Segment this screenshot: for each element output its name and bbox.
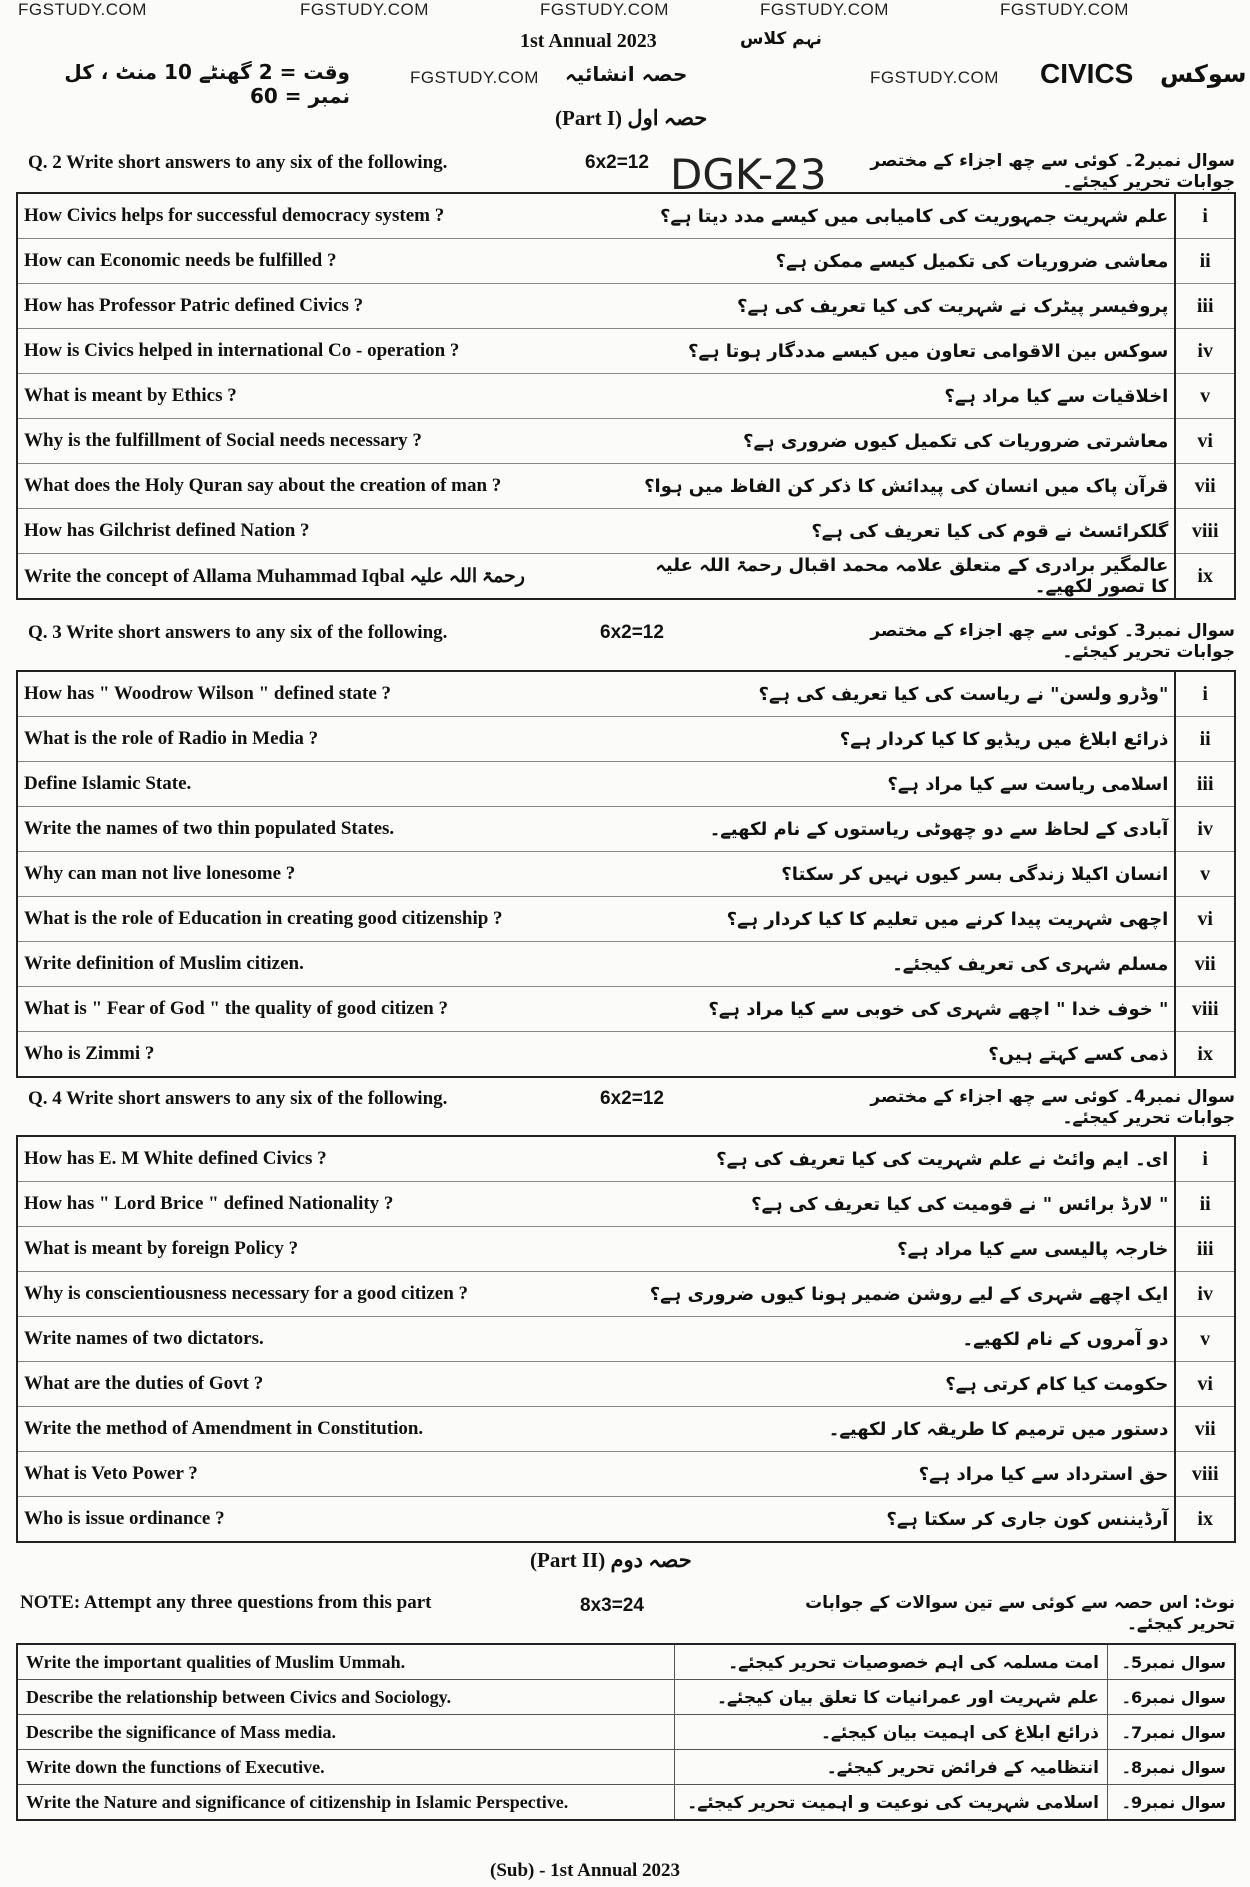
q3-heading: Q. 3 Write short answers to any six of the following. [28,622,448,643]
question-urdu: حق استرداد سے کیا مراد ہے؟ [637,1452,1176,1497]
long-question-number: سوال نمبر9۔ [1108,1785,1236,1821]
question-number: viii [1175,1452,1235,1497]
question-en: What is meant by Ethics ? [17,374,637,419]
question-urdu: ذمی کسے کہتے ہیں؟ [637,1032,1176,1078]
question-en: Why can man not live lonesome ? [17,852,637,897]
question-number: v [1175,1317,1235,1362]
question-en: Who is issue ordinance ? [17,1497,637,1543]
q4-marks: 6x2=12 [600,1088,664,1109]
question-row [17,374,1235,419]
long-question-en: Write the important qualities of Muslim Ummah. [17,1644,675,1680]
question-urdu: دستور میں ترمیم کا طریقہ کار لکھیے۔ [637,1407,1176,1452]
question-row [17,554,1235,600]
long-question-row [17,1680,1235,1715]
q2-marks: 6x2=12 [585,152,649,173]
question-number: ix [1175,554,1235,600]
question-urdu: قرآن پاک میں انسان کی پیدائش کا ذکر کن الفاظ میں ہوا؟ [637,464,1176,509]
question-urdu: پروفیسر پیٹرک نے شہریت کی کیا تعریف کی ہے؟ [637,284,1176,329]
long-question-number: سوال نمبر6۔ [1108,1680,1236,1715]
q3-marks: 6x2=12 [600,622,664,643]
question-urdu: خارجہ پالیسی سے کیا مراد ہے؟ [637,1227,1176,1272]
question-urdu: ایک اچھے شہری کے لیے روشن ضمیر ہونا کیوں ضروری ہے؟ [637,1272,1176,1317]
part2-title: (Part II) حصہ دوم [530,1548,692,1572]
question-urdu: سوکس بین الاقوامی تعاون میں کیسے مددگار ہوتا ہے؟ [637,329,1176,374]
q2-heading: Q. 2 Write short answers to any six of the following. [28,152,448,173]
question-en: How can Economic needs be fulfilled ? [17,239,637,284]
long-question-number: سوال نمبر5۔ [1108,1644,1236,1680]
class-label: نہم کلاس [740,29,822,49]
question-row [17,942,1235,987]
long-question-row [17,1750,1235,1785]
question-row [17,1497,1235,1543]
question-en: What does the Holy Quran say about the creation of man ? [17,464,637,509]
question-en: How has Professor Patric defined Civics ? [17,284,637,329]
long-question-urdu: ذرائع ابلاغ کی اہمیت بیان کیجئے۔ [675,1715,1108,1750]
question-row [17,1407,1235,1452]
long-question-row [17,1644,1235,1680]
question-urdu: اخلاقیات سے کیا مراد ہے؟ [637,374,1176,419]
question-row [17,193,1235,239]
long-question-en: Write down the functions of Executive. [17,1750,675,1785]
question-number: v [1175,374,1235,419]
question-urdu: عالمگیر برادری کے متعلق علامہ محمد اقبال رحمۃ اللہ علیہ کا تصور لکھیے۔ [637,554,1176,600]
long-question-en: Describe the significance of Mass media. [17,1715,675,1750]
long-question-en: Write the Nature and significance of citizenship in Islamic Perspective. [17,1785,675,1821]
question-number: i [1175,671,1235,717]
time-marks: وقت = 2 گھنٹے 10 منٹ ، کل نمبر = 60 [64,60,350,108]
watermark: FGSTUDY.COM [540,0,669,19]
question-number: vi [1175,897,1235,942]
question-urdu: اسلامی ریاست سے کیا مراد ہے؟ [637,762,1176,807]
watermark: FGSTUDY.COM [870,68,999,87]
question-number: ix [1175,1497,1235,1543]
question-number: iii [1175,1227,1235,1272]
question-number: iv [1175,1272,1235,1317]
watermark: FGSTUDY.COM [410,68,539,87]
question-en: Write the names of two thin populated States. [17,807,637,852]
q4-heading-urdu: سوال نمبر4۔ کوئی سے چھ اجزاء کے مختصر جوابات تحریر کیجئے۔ [870,1087,1235,1128]
question-urdu: مسلم شہری کی تعریف کیجئے۔ [637,942,1176,987]
question-row [17,464,1235,509]
question-urdu: آرڈیننس کون جاری کر سکتا ہے؟ [637,1497,1176,1543]
question-row [17,762,1235,807]
question-en: Write the concept of Allama Muhammad Iqbal رحمۃ اللہ علیہ [17,554,637,600]
question-row [17,1362,1235,1407]
long-question-number: سوال نمبر7۔ [1108,1715,1236,1750]
question-en: Why is the fulfillment of Social needs necessary ? [17,419,637,464]
handwritten-code: DGK-23 [670,150,827,199]
q2-table [16,192,1236,600]
question-en: Define Islamic State. [17,762,637,807]
question-en: What are the duties of Govt ? [17,1362,637,1407]
long-question-row [17,1715,1235,1750]
question-number: i [1175,193,1235,239]
question-row [17,717,1235,762]
question-number: viii [1175,987,1235,1032]
q4-table [16,1135,1236,1543]
question-number: iii [1175,284,1235,329]
exam-title: 1st Annual 2023 [520,30,657,52]
question-en: Why is conscientiousness necessary for a good citizen ? [17,1272,637,1317]
question-row [17,807,1235,852]
long-question-urdu: علم شہریت اور عمرانیات کا تعلق بیان کیجئے۔ [675,1680,1108,1715]
question-urdu: " لارڈ برائس " نے قومیت کی کیا تعریف کی ہے؟ [637,1182,1176,1227]
watermark: FGSTUDY.COM [760,0,889,19]
question-urdu: ای۔ ایم وائٹ نے علم شہریت کی کیا تعریف کی ہے؟ [637,1136,1176,1182]
question-number: ii [1175,1182,1235,1227]
question-number: ii [1175,239,1235,284]
question-urdu: انسان اکیلا زندگی بسر کیوں نہیں کر سکتا؟ [637,852,1176,897]
question-urdu: حکومت کیا کام کرتی ہے؟ [637,1362,1176,1407]
question-row [17,1227,1235,1272]
question-number: iii [1175,762,1235,807]
section-label: حصہ انشائیہ [565,62,688,86]
question-row [17,1317,1235,1362]
long-question-urdu: اسلامی شہریت کی نوعیت و اہمیت تحریر کیجئے۔ [675,1785,1108,1821]
question-row [17,1272,1235,1317]
question-row [17,329,1235,374]
question-urdu: معاشی ضروریات کی تکمیل کیسے ممکن ہے؟ [637,239,1176,284]
question-row [17,852,1235,897]
question-row [17,509,1235,554]
question-en: Write names of two dictators. [17,1317,637,1362]
question-urdu: دو آمروں کے نام لکھیے۔ [637,1317,1176,1362]
q4-heading: Q. 4 Write short answers to any six of the following. [28,1088,448,1109]
question-number: iv [1175,329,1235,374]
question-number: vi [1175,1362,1235,1407]
part2-table [16,1643,1236,1821]
watermark: FGSTUDY.COM [300,0,429,19]
question-en: How has E. M White defined Civics ? [17,1136,637,1182]
question-row [17,1032,1235,1078]
question-urdu: گلکرائسٹ نے قوم کی کیا تعریف کی ہے؟ [637,509,1176,554]
watermark: FGSTUDY.COM [18,0,147,19]
part2-marks: 8x3=24 [580,1595,644,1616]
question-en: What is meant by foreign Policy ? [17,1227,637,1272]
question-row [17,1182,1235,1227]
footer-text: (Sub) - 1st Annual 2023 [490,1860,681,1881]
question-number: vii [1175,942,1235,987]
question-number: viii [1175,509,1235,554]
question-en: How is Civics helped in international Co - operation ? [17,329,637,374]
subject-en: CIVICS [1040,58,1134,89]
question-number: iv [1175,807,1235,852]
part1-title: (Part I) حصہ اول [555,106,708,130]
long-question-en: Describe the relationship between Civics and Sociology. [17,1680,675,1715]
subject-urdu: سوکس [1160,60,1247,88]
question-en: Write definition of Muslim citizen. [17,942,637,987]
question-urdu: "وڈرو ولسن" نے ریاست کی کیا تعریف کی ہے؟ [637,671,1176,717]
question-number: vi [1175,419,1235,464]
question-urdu: معاشرتی ضروریات کی تکمیل کیوں ضروری ہے؟ [637,419,1176,464]
question-row [17,671,1235,717]
question-en: How Civics helps for successful democracy system ? [17,193,637,239]
question-en: Who is Zimmi ? [17,1032,637,1078]
question-en: How has " Woodrow Wilson " defined state ? [17,671,637,717]
question-row [17,1452,1235,1497]
question-row [17,987,1235,1032]
question-en: What is Veto Power ? [17,1452,637,1497]
question-en: What is the role of Education in creating good citizenship ? [17,897,637,942]
question-number: ix [1175,1032,1235,1078]
question-row [17,419,1235,464]
long-question-number: سوال نمبر8۔ [1108,1750,1236,1785]
part2-note-urdu: نوٹ: اس حصہ سے کوئی سے تین سوالات کے جوابات تحریر کیجئے۔ [805,1593,1235,1634]
question-row [17,239,1235,284]
question-urdu: ذرائع ابلاغ میں ریڈیو کا کیا کردار ہے؟ [637,717,1176,762]
q2-heading-urdu: سوال نمبر2۔ کوئی سے چھ اجزاء کے مختصر جوابات تحریر کیجئے۔ [870,151,1235,192]
long-question-urdu: امت مسلمہ کی اہم خصوصیات تحریر کیجئے۔ [675,1644,1108,1680]
long-question-urdu: انتظامیہ کے فرائض تحریر کیجئے۔ [675,1750,1108,1785]
question-row [17,284,1235,329]
question-row [17,897,1235,942]
watermark: FGSTUDY.COM [1000,0,1129,19]
long-question-row [17,1785,1235,1821]
question-en: What is the role of Radio in Media ? [17,717,637,762]
question-urdu: " خوف خدا " اچھے شہری کی خوبی سے کیا مراد ہے؟ [637,987,1176,1032]
question-number: i [1175,1136,1235,1182]
question-number: ii [1175,717,1235,762]
question-urdu: آبادی کے لحاظ سے دو چھوٹی ریاستوں کے نام لکھیے۔ [637,807,1176,852]
question-number: v [1175,852,1235,897]
question-en: How has " Lord Brice " defined Nationality ? [17,1182,637,1227]
question-urdu: اچھی شہریت پیدا کرنے میں تعلیم کا کیا کردار ہے؟ [637,897,1176,942]
q3-heading-urdu: سوال نمبر3۔ کوئی سے چھ اجزاء کے مختصر جوابات تحریر کیجئے۔ [870,621,1235,662]
question-en: What is " Fear of God " the quality of good citizen ? [17,987,637,1032]
question-urdu: علم شہریت جمہوریت کی کامیابی میں کیسے مدد دیتا ہے؟ [637,193,1176,239]
question-row [17,1136,1235,1182]
question-en: How has Gilchrist defined Nation ? [17,509,637,554]
part2-note: NOTE: Attempt any three questions from this part [20,1592,432,1613]
question-number: vii [1175,1407,1235,1452]
question-en: Write the method of Amendment in Constitution. [17,1407,637,1452]
question-number: vii [1175,464,1235,509]
q3-table [16,670,1236,1078]
